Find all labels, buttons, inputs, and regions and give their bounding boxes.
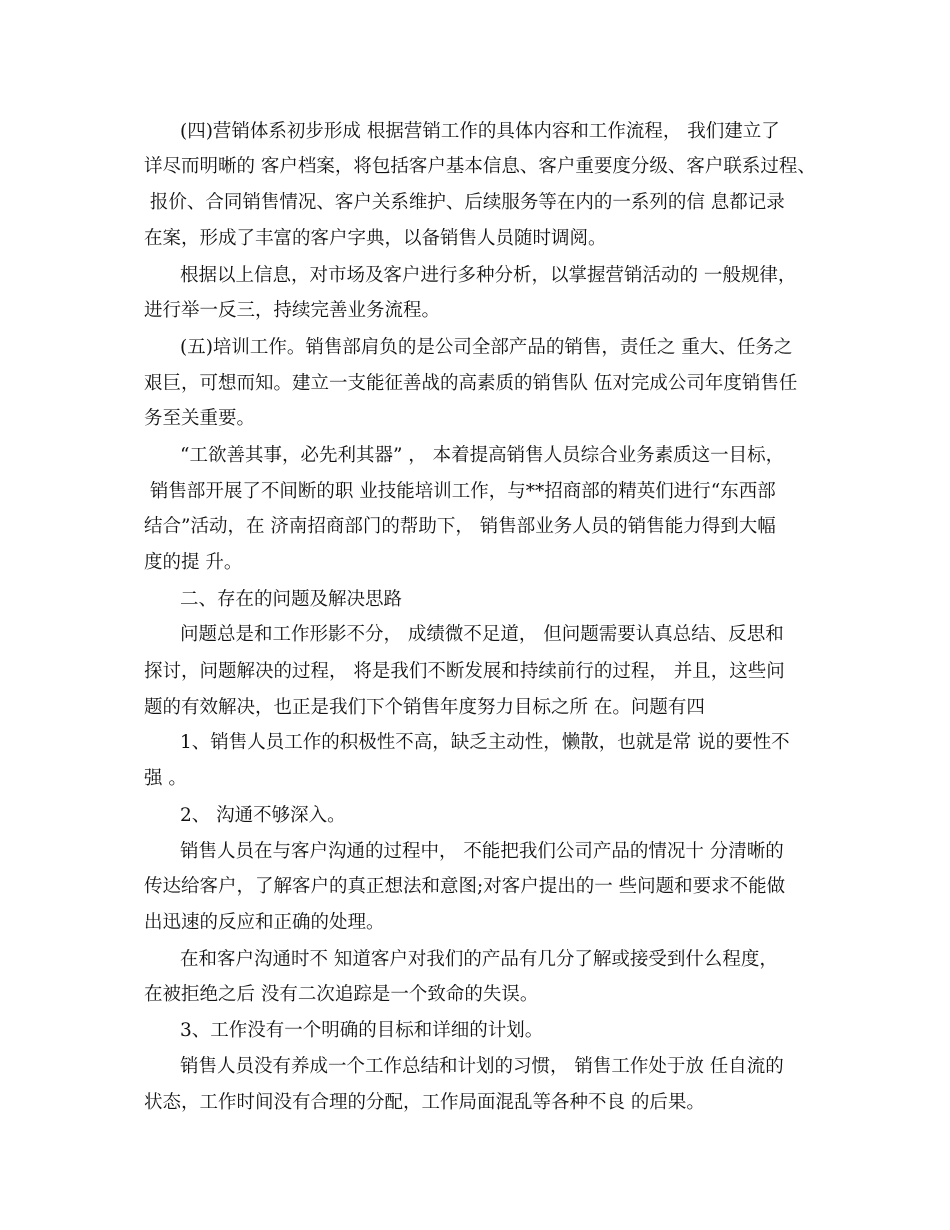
text-line: 在和客户沟通时不 知道客户对我们的产品有几分了解或接受到什么程度， [180,949,778,970]
text-line: 根据以上信息，对市场及客户进行多种分析，以掌握营销活动的 一般规律， [180,265,797,286]
text-line: 结合”活动，在 济南招商部门的帮助下， 销售部业务人员的销售能力得到大幅 [144,516,776,537]
section-heading: 二、存在的问题及解决思路 [180,589,403,610]
text-line: 艰巨，可想而知。建立一支能征善战的高素质的销售队 伍对完成公司年度销售任 [144,373,798,394]
text-line: 进行举一反三，持续完善业务流程。 [144,300,441,321]
text-line: (四)营销体系初步形成 根据营销工作的具体内容和工作流程， 我们建立了 [180,121,780,142]
text-line: (五)培训工作。销售部肩负的是公司全部产品的销售，责任之 重大、任务之 [180,337,793,358]
text-line: 务至关重要。 [144,408,256,429]
text-line: 销售人员没有养成一个工作总结和计划的习惯， 销售工作处于放 任自流的 [180,1056,784,1077]
text-line: 题的有效解决，也正是我们下个销售年度努力目标之所 在。问题有四 [144,697,705,718]
text-line: 销售人员在与客户沟通的过程中， 不能把我们公司产品的情况十 分清晰的 [180,841,784,862]
text-line: 在案，形成了丰富的客户字典，以备销售人员随时调阅。 [144,228,607,249]
text-line: 2、 沟通不够深入。 [180,805,346,826]
text-line: 详尽而明晰的 客户档案，将包括客户基本信息、客户重要度分级、客户联系过程、 [144,156,816,177]
text-line: 强 。 [144,768,187,789]
text-line: 报价、合同销售情况、客户关系维护、后续服务等在内的一系列的信 息都记录 [144,192,785,213]
text-line: 探讨，问题解决的过程， 将是我们不断发展和持续前行的过程， 并且，这些问 [144,661,785,682]
text-line: 3、工作没有一个明确的目标和详细的计划。 [180,1020,544,1041]
text-line: 状态，工作时间没有合理的分配，工作局面混乱等各种不良 的后果。 [144,1092,705,1113]
text-line: 1、销售人员工作的积极性不高，缺乏主动性，懒散，也就是常 说的要性不 [180,732,790,753]
text-line: 传达给客户，了解客户的真正想法和意图;对客户提出的一 些问题和要求不能做 [144,876,786,897]
text-line: 在被拒绝之后 没有二次追踪是一个致命的失误。 [144,984,539,1005]
text-line: 问题总是和工作形影不分， 成绩微不足道， 但问题需要认真总结、反思和 [180,624,784,645]
text-line: 度的提 升。 [144,552,243,573]
text-line: 出迅速的反应和正确的处理。 [144,912,385,933]
text-line: 销售部开展了不间断的职 业技能培训工作，与**招商部的精英们进行“东西部 [144,481,776,502]
text-line: “工欲善其事，必先利其器” ， 本着提高销售人员综合业务素质这一目标， [180,445,785,466]
